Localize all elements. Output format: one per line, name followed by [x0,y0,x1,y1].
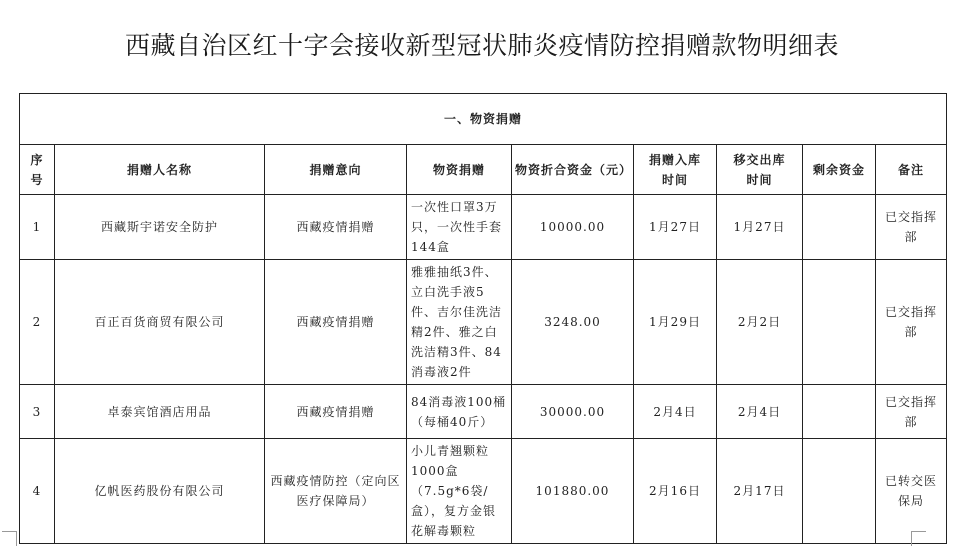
cell-items: 84消毒液100桶（每桶40斤） [407,385,512,439]
cell-purpose: 西藏疫情捐赠 [265,260,407,385]
header-notes: 备注 [876,145,947,195]
table-header-row [20,145,947,195]
cell-in-date: 1月29日 [634,260,717,385]
page-corner-mark [911,531,926,546]
cell-items: 小儿青翘颗粒1000盒（7.5g*6袋/盒），复方金银花解毒颗粒 [407,439,512,544]
cell-out-date: 2月4日 [717,385,803,439]
cell-index: 2 [20,260,55,385]
cell-out-date: 1月27日 [717,195,803,260]
header-index: 序 号 [20,145,55,195]
cell-value: 10000.00 [512,195,634,260]
header-value: 物资折合资金（元） [512,145,634,195]
table-row [20,260,947,385]
cell-donor: 西藏斯宇诺安全防护 [55,195,265,260]
cell-items: 一次性口罩3万只，一次性手套144盒 [407,195,512,260]
section-title: 一、物资捐赠 [20,94,947,145]
cell-index: 4 [20,439,55,544]
header-items: 物资捐赠 [407,145,512,195]
cell-items: 雅雅抽纸3件、立白洗手液5件、吉尔佳洗洁精2件、雅之白洗洁精3件、84消毒液2件 [407,260,512,385]
cell-value: 101880.00 [512,439,634,544]
document-title: 西藏自治区红十字会接收新型冠状肺炎疫情防控捐赠款物明细表 [124,31,839,60]
cell-purpose: 西藏疫情捐赠 [265,385,407,439]
cell-index: 3 [20,385,55,439]
cell-notes: 已转交医保局 [876,439,947,544]
cell-out-date: 2月2日 [717,260,803,385]
header-purpose: 捐赠意向 [265,145,407,195]
cell-donor: 卓泰宾馆酒店用品 [55,385,265,439]
cell-donor: 百正百货商贸有限公司 [55,260,265,385]
page-corner-mark [2,531,17,546]
cell-notes: 已交指挥部 [876,385,947,439]
cell-index: 1 [20,195,55,260]
cell-remaining [803,195,876,260]
table-row [20,385,947,439]
cell-in-date: 2月4日 [634,385,717,439]
cell-donor: 亿帆医药股份有限公司 [55,439,265,544]
cell-notes: 已交指挥部 [876,260,947,385]
cell-in-date: 2月16日 [634,439,717,544]
cell-purpose: 西藏疫情防控（定向区医疗保障局） [265,439,407,544]
cell-remaining [803,439,876,544]
table-row [20,195,947,260]
header-in-date: 捐赠入库 时间 [634,145,717,195]
header-out-date: 移交出库 时间 [717,145,803,195]
cell-purpose: 西藏疫情捐赠 [265,195,407,260]
cell-notes: 已交指挥部 [876,195,947,260]
cell-value: 30000.00 [512,385,634,439]
cell-in-date: 1月27日 [634,195,717,260]
donation-table [19,93,947,544]
table-row [20,439,947,544]
cell-value: 3248.00 [512,260,634,385]
header-donor: 捐赠人名称 [55,145,265,195]
cell-out-date: 2月17日 [717,439,803,544]
cell-remaining [803,260,876,385]
header-remaining: 剩余资金 [803,145,876,195]
cell-remaining [803,385,876,439]
